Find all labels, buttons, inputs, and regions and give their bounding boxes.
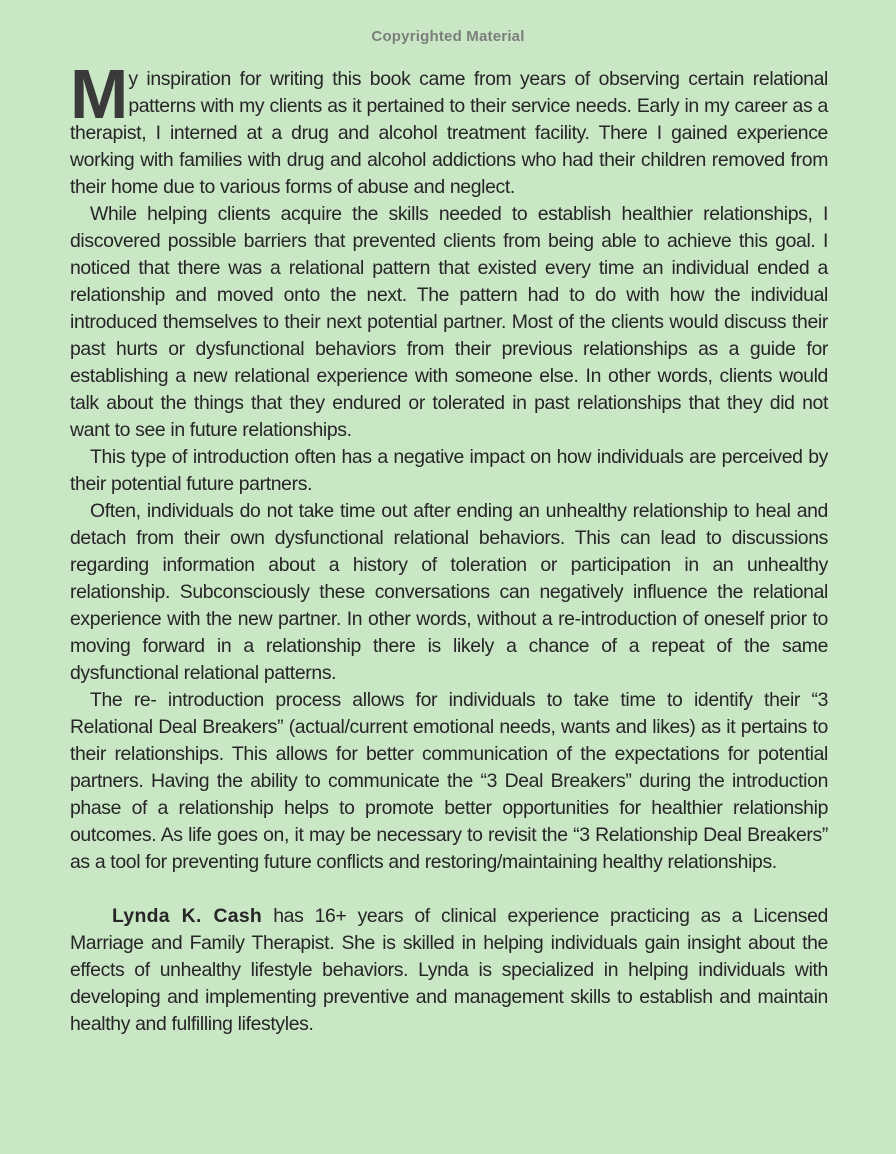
- intro-paragraph-3: This type of introduction often has a negative impact on how individuals are perceived by their potential future partners.: [70, 446, 828, 495]
- intro-paragraph-1-text: y inspiration for writing this book came from years of observing certain relational patterns with my clients as it pertained to their service needs. Early in my career as a therapist, I interned at a drug and alcohol treatment facility. There I gained experience working with families with drug and alcohol addictions who had their children removed from their home due to various forms of abuse and neglect.: [70, 68, 828, 198]
- author-name: Lynda K. Cash: [112, 905, 263, 927]
- intro-paragraph-4: Often, individuals do not take time out after ending an unhealthy relationship to heal and detach from their own dysfunctional relational behaviors. This can lead to discussions regarding information about a history of toleration or participation in an unhealthy relationship. Subconsciously these conversations can negatively influence the relational experience with the new partner. In other words, without a re-introduction of oneself prior to moving forward in a relationship there is likely a chance of a repeat of the same dysfunctional relational patterns.: [70, 500, 828, 684]
- author-bio-text: has 16+ years of clinical experience practicing as a Licensed Marriage and Family Therapist. She is skilled in helping individuals gain insight about the effects of unhealthy lifestyle behaviors. Lynda is specialized in helping individuals with developing and implementing preventive and management skills to establish and maintain healthy and fulfilling lifestyles.: [70, 905, 828, 1035]
- page-body: [70, 55, 828, 1038]
- intro-paragraph-2: While helping clients acquire the skills needed to establish healthier relationships, I discovered possible barriers that prevented clients from being able to achieve this goal. I noticed that there was a relational pattern that existed every time an individual ended a relationship and moved onto the next. The pattern had to do with how the individual introduced themselves to their next potential partner. Most of the clients would discuss their past hurts or dysfunctional behaviors from their previous relationships as a guide for establishing a new relational experience with someone else. In other words, clients would talk about the things that they endured or tolerated in past relationships that they did not want to see in future relationships.: [70, 203, 828, 441]
- author-bio: [70, 903, 828, 1038]
- drop-cap: M: [70, 55, 127, 133]
- intro-paragraph-5: The re- introduction process allows for individuals to take time to identify their “3 Relational Deal Breakers” (actual/current emotional needs, wants and likes) as it pertains to their relationships. This allows for better communication of the expectations for potential partners. Having the ability to communicate the “3 Deal Breakers” during the introduction phase of a relationship helps to promote better opportunities for healthier relationship outcomes. As life goes on, it may be necessary to revisit the “3 Relationship Deal Breakers” as a tool for preventing future conflicts and restoring/maintaining healthy relationships.: [70, 689, 828, 873]
- intro-paragraph-1: [70, 55, 828, 201]
- copyright-header: Copyrighted Material: [371, 28, 525, 45]
